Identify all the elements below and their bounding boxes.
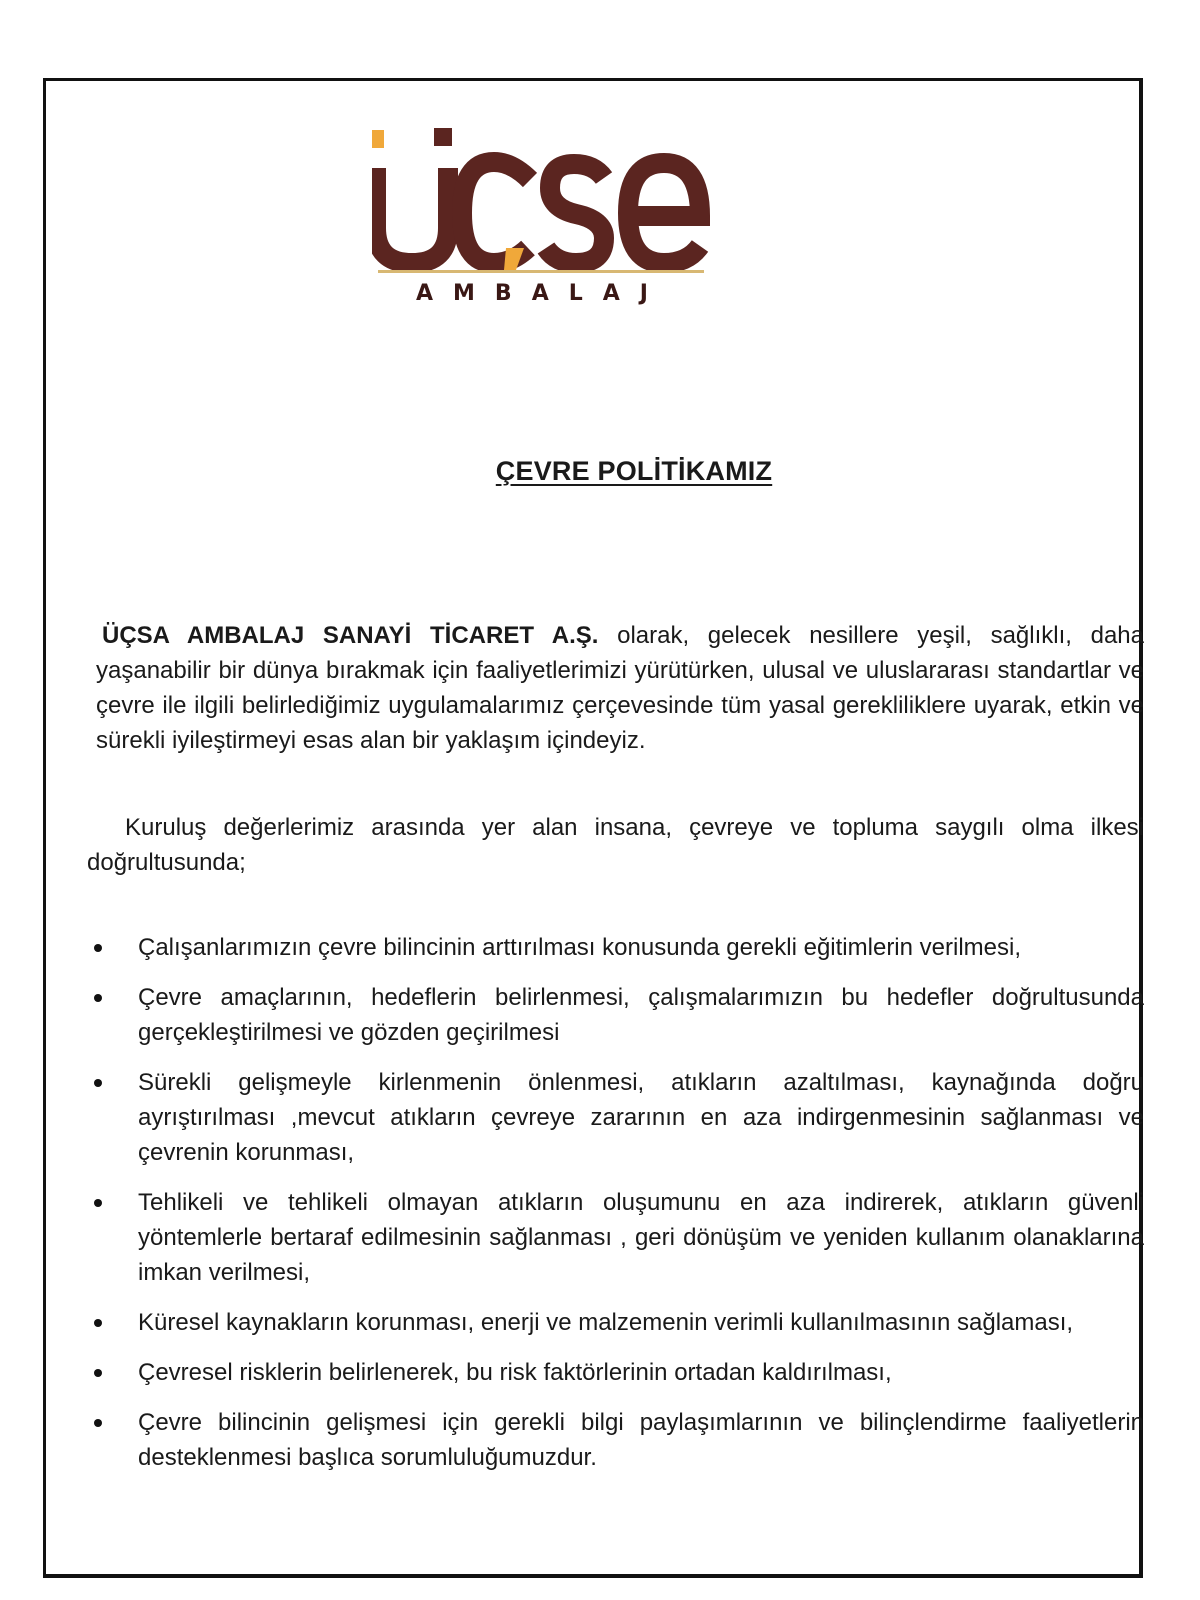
- bullet-icon: [94, 1079, 102, 1087]
- policy-list: [92, 930, 1144, 1490]
- bullet-icon: [94, 944, 102, 952]
- bullet-icon: [94, 994, 102, 1002]
- list-item: [92, 1305, 1144, 1340]
- list-item-text: Sürekli gelişmeyle kirlenmenin önlenmesi, atıkların azaltılması, kaynağında doğru ayrıştırılması ,mevcut atıkların çevreye zararının en aza indirgenmesinin sağlanması ve çevrenin korunması,: [138, 1069, 1144, 1166]
- company-logo: [372, 118, 742, 318]
- list-item-text: Tehlikeli ve tehlikeli olmayan atıkların oluşumunu en aza indirerek, atıkların güvenli yöntemlerle bertaraf edilmesinin sağlanması , geri dönüşüm ve yeniden kullanım olanaklarına imkan verilmesi,: [138, 1189, 1144, 1286]
- intro-paragraph: [96, 618, 1144, 758]
- lead-paragraph: Kuruluş değerlerimiz arasında yer alan insana, çevreye ve topluma saygılı olma ilkesi doğrultusunda;: [87, 814, 1144, 876]
- bullet-icon: [94, 1199, 102, 1207]
- bullet-icon: [94, 1369, 102, 1377]
- umlaut-dot-left: [372, 130, 384, 148]
- company-name: ÜÇSA AMBALAJ SANAYİ TİCARET A.Ş.: [102, 622, 599, 649]
- list-item-text: Çevre bilincinin gelişmesi için gerekli bilgi paylaşımlarının ve bilinçlendirme faaliyetlerin desteklenmesi başlıca sorumluluğumuzdur.: [138, 1409, 1144, 1471]
- page-title-text: ÇEVRE POLİTİKAMIZ: [495, 456, 773, 486]
- page-title: [0, 456, 1200, 487]
- list-item: [92, 1065, 1144, 1170]
- bullet-icon: [94, 1419, 102, 1427]
- ucsa-logo-graphic: [372, 118, 742, 318]
- list-item-text: Çevresel risklerin belirlenerek, bu risk faktörlerinin ortadan kaldırılması,: [138, 1359, 892, 1386]
- list-item-text: Çevre amaçlarının, hedeflerin belirlenmesi, çalışmalarımızın bu hedefler doğrultusunda gerçekleştirilmesi ve gözden geçirilmesi: [138, 984, 1144, 1046]
- list-item-text: Çalışanlarımızın çevre bilincinin arttırılması konusunda gerekli eğitimlerin verilmesi,: [138, 934, 1021, 961]
- list-item-text: Küresel kaynakların korunması, enerji ve malzemenin verimli kullanılmasının sağlaması,: [138, 1309, 1074, 1336]
- list-item: [92, 1405, 1144, 1475]
- list-item: [92, 1355, 1144, 1390]
- intro-text: olarak, gelecek nesillere yeşil, sağlıklı, daha yaşanabilir bir dünya bırakmak için faaliyetlerimizi yürütürken, ulusal ve uluslararası standartlar ve çevre ile ilgili belirlediğimiz uygulamalarımız çerçevesinde tüm yasal gerekliliklere uyarak, etkin ve sürekli iyileştirmeyi esas alan bir yaklaşım içindeyiz.: [96, 622, 1144, 754]
- bullet-icon: [94, 1319, 102, 1327]
- list-item: [92, 930, 1144, 965]
- umlaut-dot-right: [434, 128, 452, 146]
- logo-divider: [378, 270, 704, 273]
- list-item: [92, 1185, 1144, 1290]
- logo-subtitle: AMBALAJ: [416, 281, 668, 306]
- list-item: [92, 980, 1144, 1050]
